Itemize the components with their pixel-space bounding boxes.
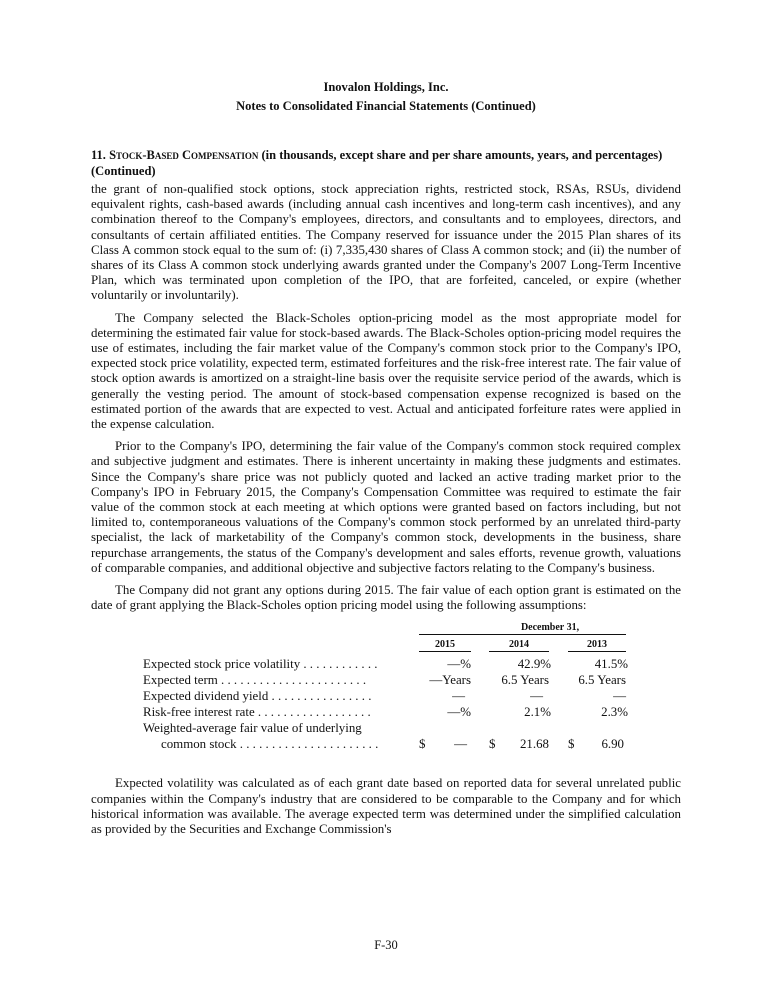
- table-cell: —Years: [429, 673, 471, 688]
- table-cell: —: [613, 689, 626, 704]
- table-cell: 2.1%: [524, 705, 551, 720]
- assumptions-table: [91, 620, 681, 770]
- column-header-2015: 2015: [435, 639, 455, 651]
- table-cell: 41.5%: [594, 657, 628, 672]
- paragraph-2: The Company selected the Black-Scholes option-pricing model as the most appropriate model for determining the estimated fair value for stock-based awards. The Black-Scholes option-pricing model requires the use of estimates, including the fair market value of the Company's common stock prior to the Company's IPO, expected stock price volatility, expected term, estimated forfeitures and the risk-free interest rate. The fair value of stock option awards is amortized on a straight-line basis over the requisite service period of the awards, which is generally the vesting period. The amount of stock-based compensation expense recognized is based on the estimated portion of the awards that are expected to vest. Actual and anticipated forfeiture rates were applied in the expense calculation.: [91, 310, 681, 432]
- table-cell: —: [452, 689, 465, 704]
- column-rule-2013: [568, 651, 626, 652]
- caption-rule: [419, 634, 626, 635]
- company-name: Inovalon Holdings, Inc.: [323, 80, 449, 94]
- section-heading: [91, 147, 681, 179]
- currency-symbol: $: [489, 737, 496, 752]
- table-row-label: Expected dividend yield . . . . . . . . . . . . . . . .: [143, 689, 372, 704]
- section-number: 11.: [91, 148, 106, 162]
- section-continued: (Continued): [91, 164, 156, 178]
- table-cell: 6.5 Years: [501, 673, 549, 688]
- currency-symbol: $: [419, 737, 426, 752]
- table-cell: 42.9%: [517, 657, 551, 672]
- table-cell: 6.5 Years: [578, 673, 626, 688]
- column-rule-2015: [419, 651, 471, 652]
- column-header-2013: 2013: [587, 639, 607, 651]
- table-cell: —%: [447, 705, 471, 720]
- page-subtitle: Notes to Consolidated Financial Statements (Continued): [236, 99, 536, 113]
- column-header-2014: 2014: [509, 639, 529, 651]
- table-row-label: Risk-free interest rate . . . . . . . . . . . . . . . . . .: [143, 705, 371, 720]
- page-number: F-30: [374, 938, 398, 952]
- table-row-label: common stock . . . . . . . . . . . . . . . . . . . . . .: [161, 737, 379, 752]
- section-title: Stock-Based Compensation: [109, 148, 259, 162]
- table-cell: 21.68: [519, 737, 549, 752]
- body-text: [91, 182, 681, 844]
- table-row-label: Expected term . . . . . . . . . . . . . . . . . . . . . . .: [143, 673, 367, 688]
- table-row-label: Expected stock price volatility . . . . . . . . . . . .: [143, 657, 378, 672]
- table-cell: —: [530, 689, 543, 704]
- table-cell: 2.3%: [601, 705, 628, 720]
- paragraph-3: Prior to the Company's IPO, determining the fair value of the Company's common stock required complex and subjective judgment and estimates. There is inherent uncertainty in making these judgments and estimates. Since the Company's share price was not publicly quoted and lacked an active trading market prior to the Company's IPO in February 2015, the Company's Compensation Committee was required to estimate the fair value of the common stock at each meeting at which options were granted based on factors including, but not limited to, contemporaneous valuations of the Company's common stock performed by an unrelated third-party specialist, the lack of marketability of the Company's common stock, developments in the business, share repurchase arrangements, the status of the Company's development and sales efforts, revenue growth, valuations of comparable companies, and additional objective and subjective factors relating to the Company's business.: [91, 439, 681, 575]
- table-row-label: Weighted-average fair value of underlying: [143, 721, 362, 736]
- paragraph-1: the grant of non-qualified stock options, stock appreciation rights, restricted stock, RSAs, RSUs, dividend equivalent rights, cash-based awards (including annual cash incentives and long-term cash incentives), and any combination thereof to the Company's employees, directors, and consultants and to employees, directors, and consultants of certain affiliated entities. The Company reserved for issuance under the 2015 Plan shares of its Class A common stock equal to the sum of: (i) 7,335,430 shares of Class A common stock; and (ii) the number of shares of its Class A common stock underlying awards granted under the Company's 2007 Long-Term Incentive Plan, which was terminated upon completion of the IPO, that are forfeited, canceled, or expire (whether voluntarily or involuntarily).: [91, 182, 681, 303]
- table-cell: —: [454, 737, 467, 752]
- table-cell: —%: [447, 657, 471, 672]
- table-caption: December 31,: [520, 622, 580, 634]
- table-cell: 6.90: [601, 737, 624, 752]
- section-title-detail: (in thousands, except share and per share amounts, years, and percentages): [261, 148, 663, 162]
- currency-symbol: $: [568, 737, 575, 752]
- column-rule-2014: [489, 651, 549, 652]
- paragraph-5: Expected volatility was calculated as of each grant date based on reported data for several unrelated public companies within the Company's industry that are considered to be comparable to the Company and for which historical information was available. The average expected term was determined under the simplified calculation as provided by the Securities and Exchange Commission's: [91, 776, 681, 837]
- paragraph-4: The Company did not grant any options during 2015. The fair value of each option grant is estimated on the date of grant applying the Black-Scholes option pricing model using the following assumptions:: [91, 583, 681, 613]
